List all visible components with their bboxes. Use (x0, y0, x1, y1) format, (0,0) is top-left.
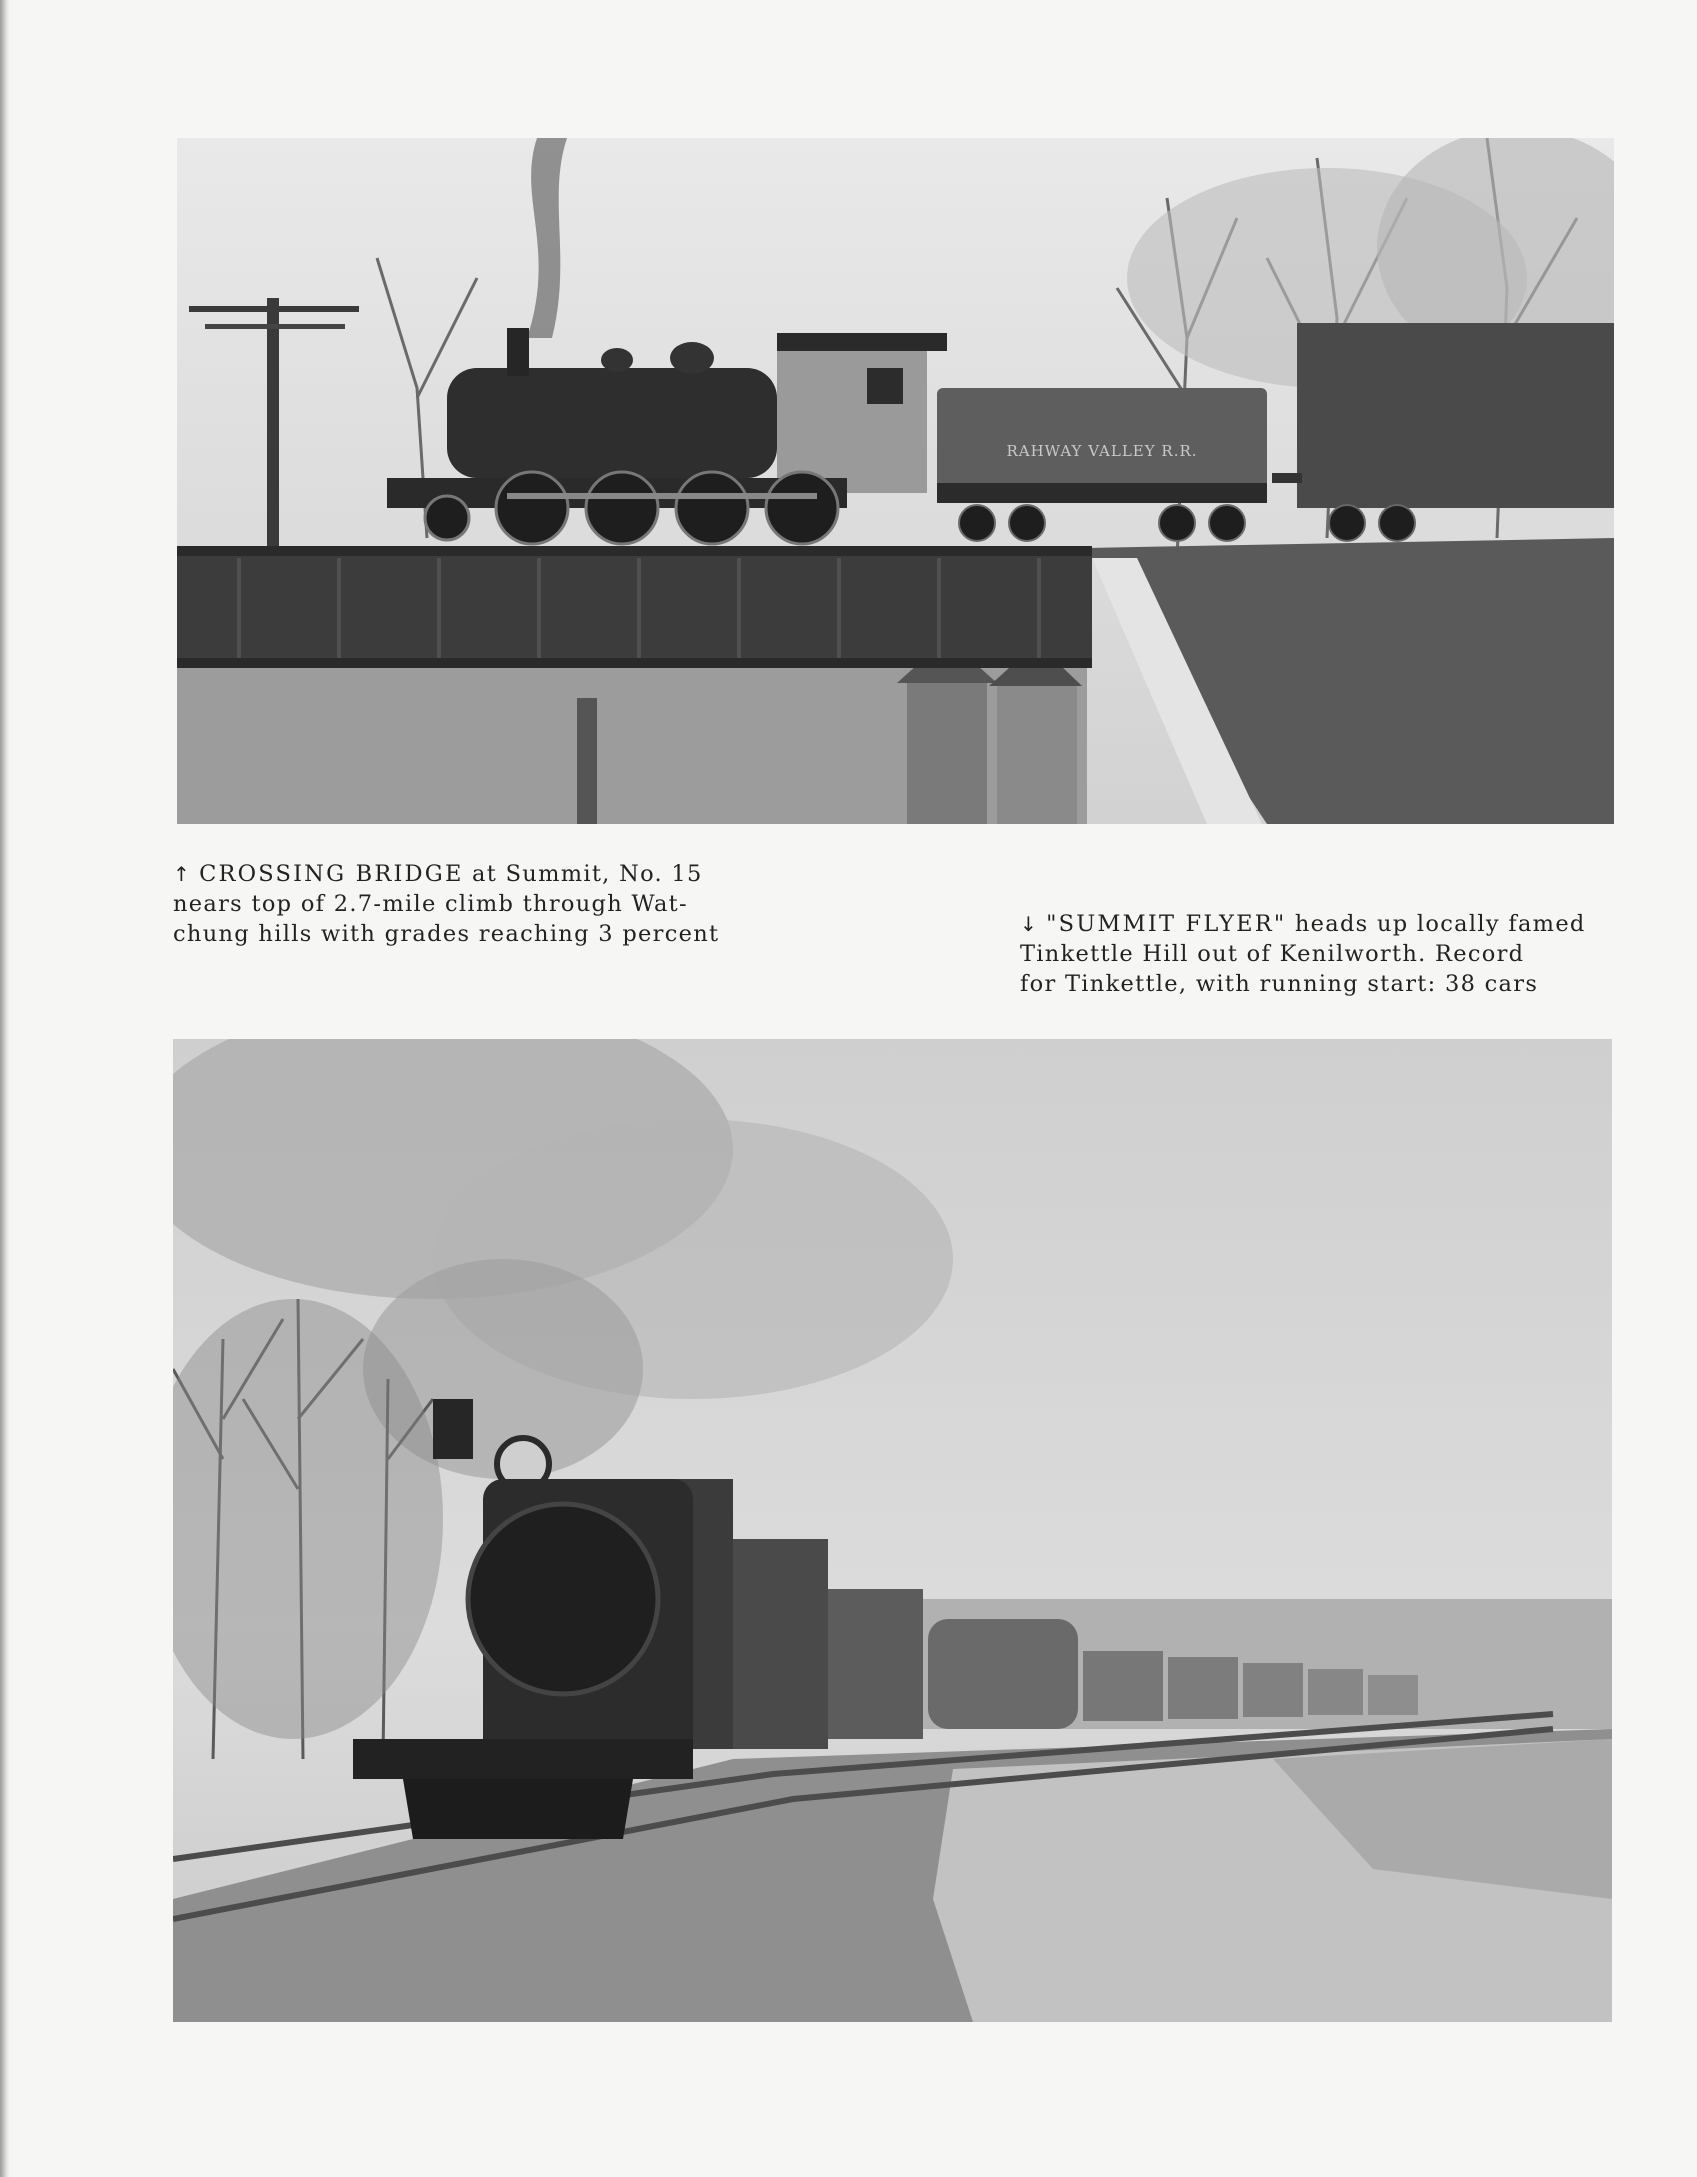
cowcatcher (403, 1779, 633, 1839)
caption-line-1 (173, 859, 719, 889)
caption-line-2: nears top of 2.7-mile climb through Wat- (173, 891, 688, 917)
caption-lead: "SUMMIT FLYER" (1046, 911, 1287, 937)
page-edge-shadow (0, 0, 10, 2177)
caption-lead: CROSSING BRIDGE (199, 861, 464, 887)
caption-line-3: for Tinkettle, with running start: 38 cars (1020, 971, 1539, 997)
bridge-scene (177, 138, 1614, 824)
tender-lettering: RAHWAY VALLEY R.R. (1006, 442, 1198, 460)
arrow-up-icon: ↑ (173, 862, 192, 886)
caption-line-1-rest: heads up locally famed (1286, 911, 1586, 937)
caption-crossing-bridge (173, 859, 719, 949)
train-scene (173, 1039, 1612, 2022)
caption-line-2: Tinkettle Hill out of Kenilworth. Record (1020, 941, 1525, 967)
caption-line-1 (1020, 909, 1586, 939)
caption-line-3: chung hills with grades reaching 3 percent (173, 921, 720, 947)
bridge-girder (177, 546, 1092, 668)
photo-locomotive-crossing-bridge (177, 138, 1614, 824)
caption-summit-flyer (1020, 909, 1586, 999)
arrow-down-icon: ↓ (1020, 912, 1039, 936)
photo-summit-flyer-train (173, 1039, 1612, 2022)
caption-line-1-rest: at Summit, No. 15 (463, 861, 703, 887)
